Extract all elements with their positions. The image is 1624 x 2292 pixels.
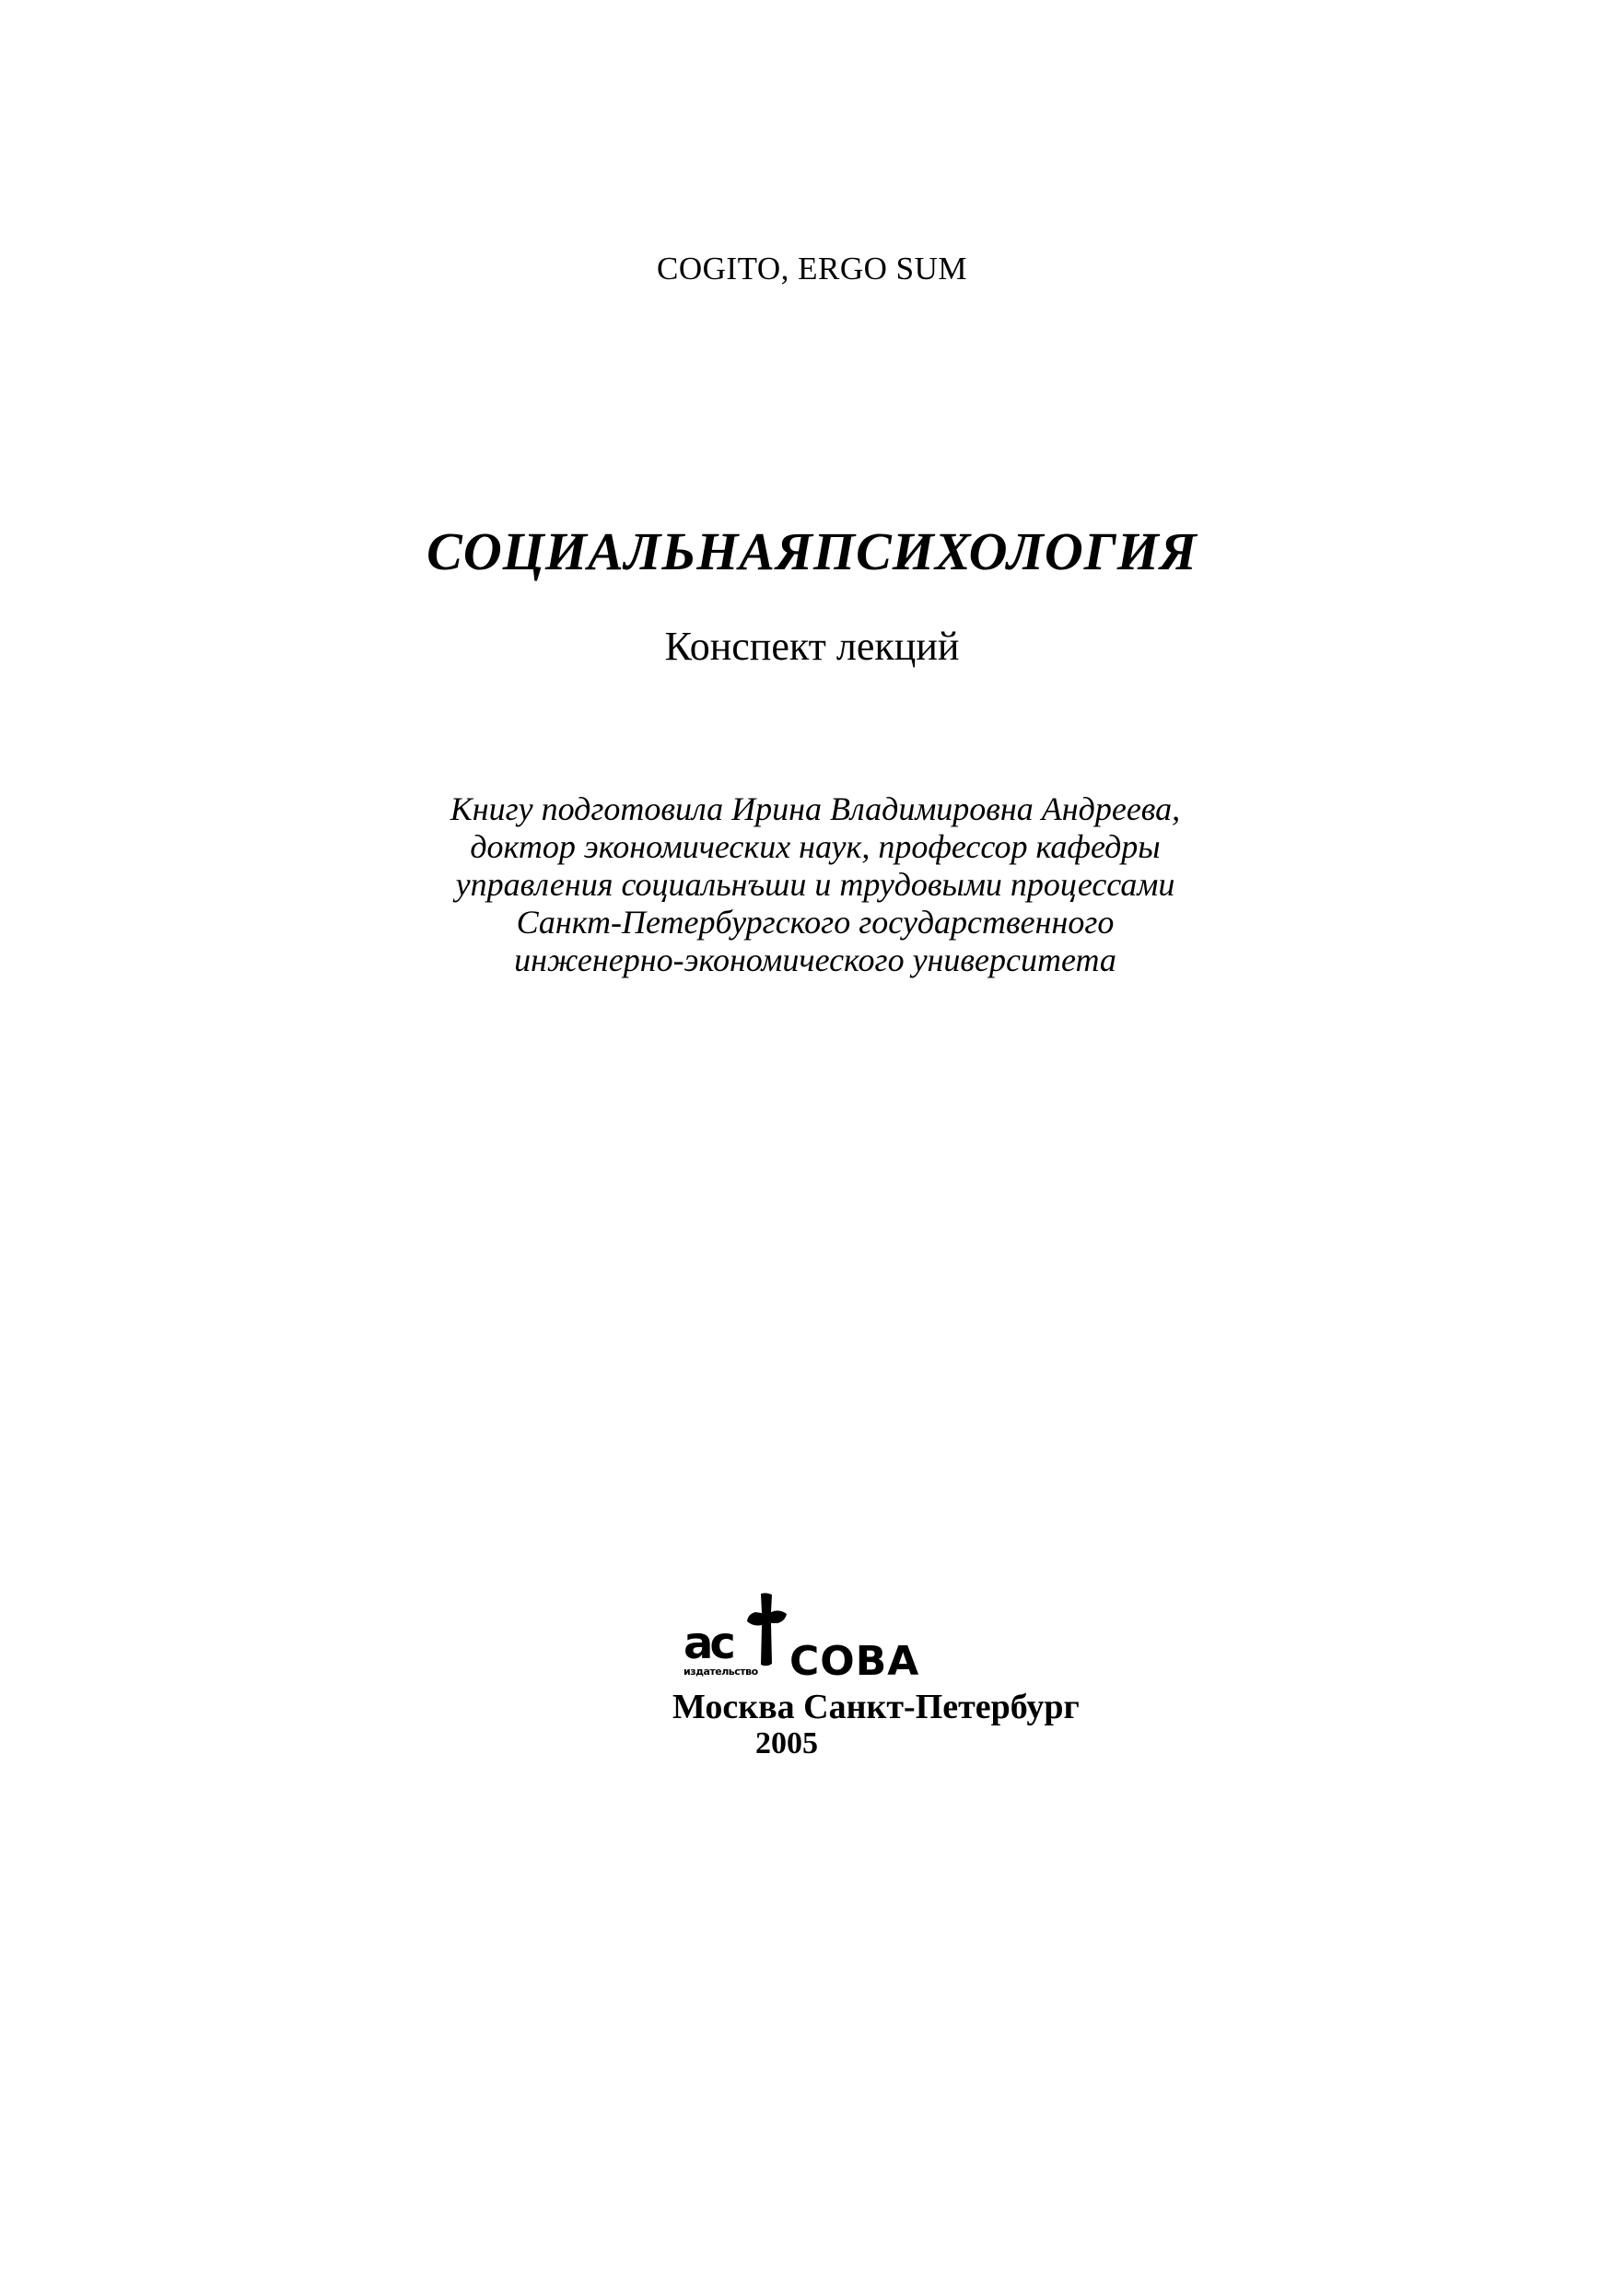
- author-line: доктор экономических наук, профессор кафедры: [470, 828, 1161, 865]
- logo-imprint: издательство: [683, 1666, 758, 1678]
- publisher-block: [645, 1585, 1080, 1769]
- publisher-logo: [663, 1585, 792, 1677]
- publisher-cities: Москва Санкт-Петербург: [672, 1688, 1080, 1726]
- publication-year: 2005: [755, 1726, 818, 1760]
- logo-letters: ac: [683, 1618, 732, 1669]
- cross-icon: [744, 1592, 789, 1667]
- publisher-name: СОВА: [789, 1638, 920, 1685]
- author-line: управления социальнъши и трудовыми процессами: [455, 866, 1175, 903]
- author-line: Санкт-Петербургского государственного: [516, 904, 1115, 941]
- author-line: Книгу подготовила Ирина Владимировна Андреева,: [450, 790, 1181, 827]
- author-credit: [350, 790, 1280, 979]
- series-name: COGITO, ERGO SUM: [657, 251, 967, 286]
- author-line: инженерно-экономического университета: [514, 941, 1116, 978]
- book-title: СОЦИАЛЬНАЯПСИХОЛОГИЯ: [426, 521, 1198, 581]
- book-subtitle: Конспект лекций: [664, 624, 960, 669]
